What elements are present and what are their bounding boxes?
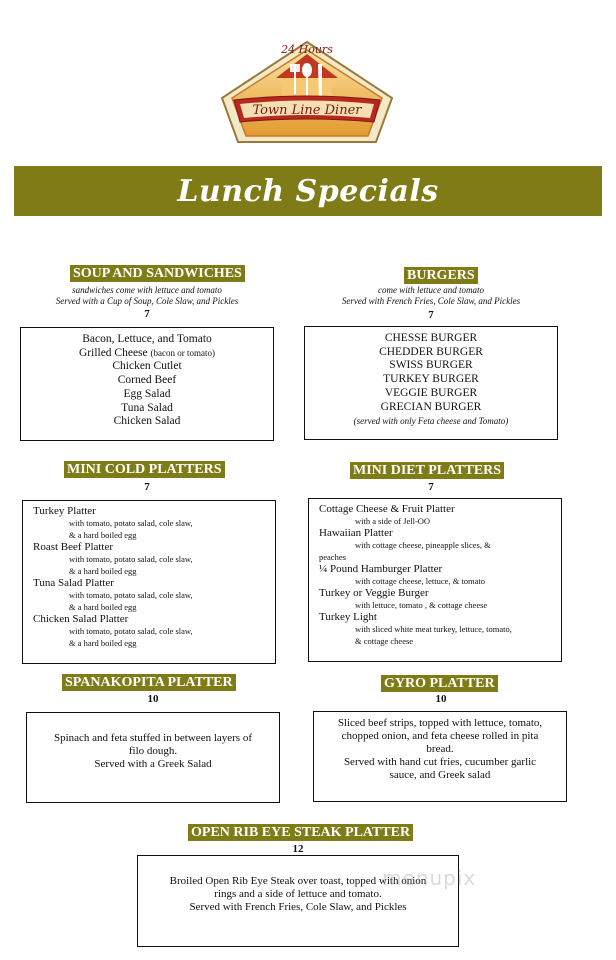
list-item: Tuna Salad Platter [33,577,114,589]
mini-diet-price: 7 [428,481,434,493]
list-item: Chicken Salad [113,415,181,428]
spanakopita-box: Spinach and feta stuffed in between layers of filo dough. Served with a Greek Salad [26,712,280,803]
spanakopita-price: 10 [147,693,159,705]
mini-cold-box: Turkey Platter with tomato, potato salad, cole slaw, & a hard boiled egg Roast Beef Platter with tomato, potato salad, cole slaw, & a hard boiled egg Tuna Salad Platter with tomato, potato salad, cole slaw, & a hard boiled egg Chicken Salad Platter with tomato, potato salad, cole slaw, & a hard boiled egg [22,500,276,664]
ribeye-price: 12 [292,843,304,855]
list-item: Grilled Cheese (bacon or tomato) [78,346,216,359]
list-item: Cottage Cheese & Fruit Platter [319,503,455,515]
gyro-heading: GYRO PLATTER [381,675,498,692]
soup-sandwiches-box [20,327,274,441]
burgers-heading: BURGERS [404,267,478,284]
burgers-note-2: Served with French Fries, Cole Slaw, and Pickles [341,296,521,306]
banner-title: Lunch Specials [177,174,439,209]
list-item: Turkey Platter [33,505,96,517]
list-item: Turkey or Veggie Burger [319,587,429,599]
mini-diet-heading: MINI DIET PLATTERS [350,462,504,479]
list-item: Tuna Salad [121,401,173,414]
list-item: Chicken Salad Platter [33,613,129,625]
spanakopita-heading: SPANAKOPITA PLATTER [62,674,236,691]
mini-cold-heading: MINI COLD PLATTERS [64,461,225,478]
soup-sandwiches-heading: SOUP AND SANDWICHES [70,265,245,282]
list-item: CHEDDER BURGER [379,345,483,358]
gyro-box: Sliced beef strips, topped with lettuce, tomato, chopped onion, and feta cheese rolled in pita bread. Served with hand cut fries, cucumber garlic sauce, and Greek salad [313,711,567,802]
list-item: TURKEY BURGER [383,373,479,386]
list-item: VEGGIE BURGER [384,386,478,399]
burgers-footnote: (served with only Feta cheese and Tomato) [353,416,509,427]
burgers-price: 7 [428,309,434,321]
soup-sandwiches-note-2: Served with a Cup of Soup, Cole Slaw, and Pickles [55,296,239,306]
list-item: ¼ Pound Hamburger Platter [319,563,443,575]
watermark: menupix [382,866,477,890]
soup-sandwiches-price: 7 [144,308,150,320]
list-item: Roast Beef Platter [33,541,114,553]
list-item: Hawaiian Platter [319,527,393,539]
burgers-note-1: come with lettuce and tomato [378,285,484,295]
list-item: Bacon, Lettuce, and Tomato [82,333,212,345]
list-item: Egg Salad [123,387,171,400]
list-item: GRECIAN BURGER [380,400,482,413]
diner-logo [218,38,396,148]
ribeye-box: Broiled Open Rib Eye Steak over toast, topped with onion rings and a side of lettuce and tomato. Served with French Fries, Cole Slaw, and Pickles [137,855,459,947]
logo-hours: 24 Hours [281,43,333,56]
mini-diet-box: Cottage Cheese & Fruit Platter with a side of Jell-OO Hawaiian Platter with cottage cheese, pineapple slices, & peaches ¼ Pound Hamburger Platter with cottage cheese, lettuce, & tomato Turkey or Veggie Burger with lettuce, tomato , & cottage cheese Turkey Light with sliced white meat turkey, lettuce, tomato, & cottage cheese [308,498,562,662]
gyro-price: 10 [435,693,447,705]
soup-sandwiches-note-1: sandwiches come with lettuce and tomato [72,285,222,295]
list-item: SWISS BURGER [389,359,473,372]
mini-cold-price: 7 [144,481,150,493]
list-item: Corned Beef [117,374,177,387]
burgers-box [304,326,558,440]
list-item: Turkey Light [319,611,377,623]
lunch-specials-banner [14,166,602,216]
logo-name: Town Line Diner [252,103,362,118]
list-item: CHESSE BURGER [384,332,478,344]
list-item: Chicken Cutlet [112,360,182,373]
ribeye-heading: OPEN RIB EYE STEAK PLATTER [188,824,413,841]
